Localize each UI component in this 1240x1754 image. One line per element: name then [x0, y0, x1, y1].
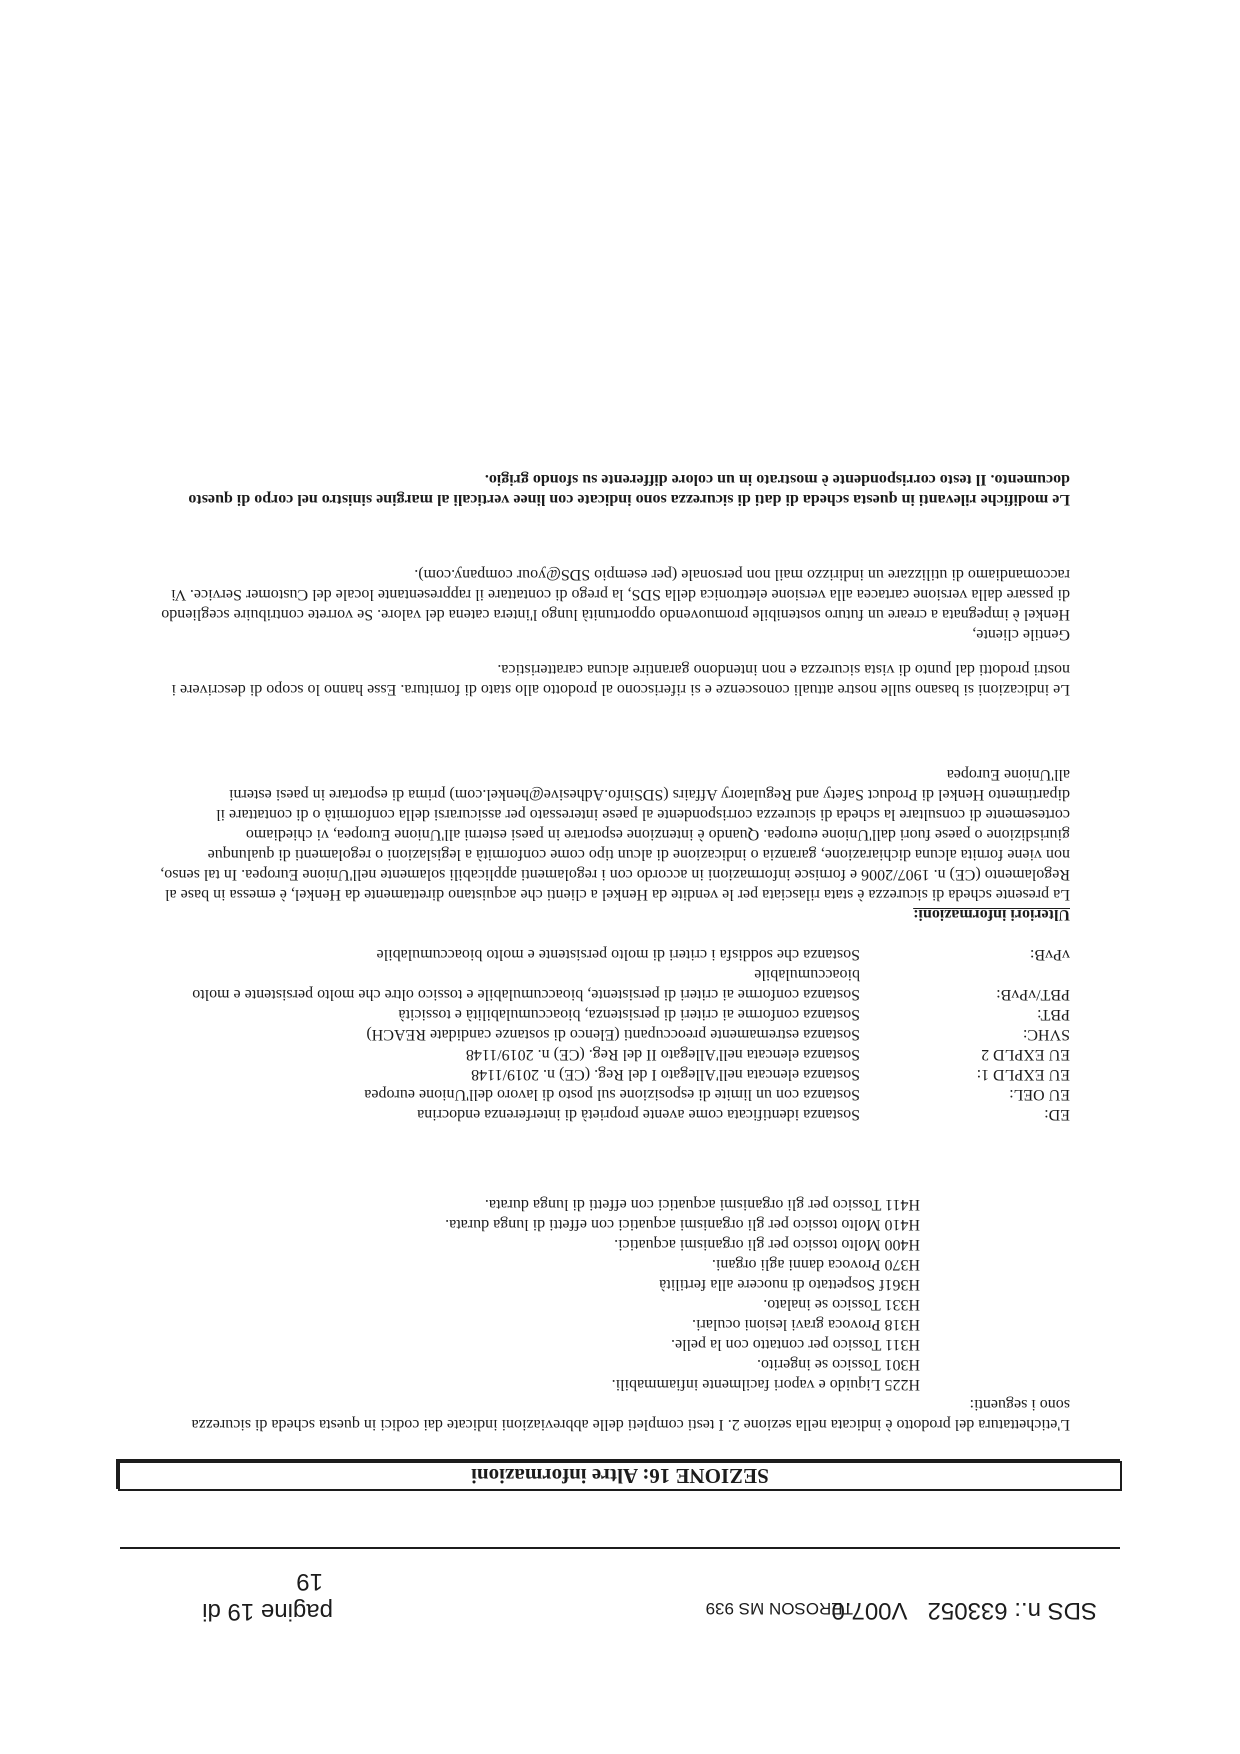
- page-total: 19: [296, 1568, 323, 1595]
- abbreviation-desc: Sostanza estremamente preoccupanti (Elenco di sostanze candidate REACH): [366, 1026, 860, 1043]
- abbreviation-code: EU EXPLD 1:: [976, 1066, 1070, 1083]
- customer-note-paragraph: Henkel è impegnata a creare un futuro sostenibile promuovendo opportunità lungo l'intera catena del valore. Se vorrete contribuire scegliendo di passare dalla versione cartacea alla versione elettronica della SDS, la prego di contattare il rappresentante locale del Customer Service. Vi raccomandiamo di utilizzare un indirizzo mail non personale (per esempio SDS@your company.com).: [161, 566, 1070, 623]
- h-statement: H370 Provoca danni agli organi.: [711, 1256, 920, 1273]
- customer-salutation: Gentile cliente,: [972, 626, 1070, 643]
- h-statement: H318 Provoca gravi lesioni oculari.: [692, 1316, 920, 1333]
- abbreviation-table: [160, 944, 1070, 1124]
- abbreviation-code: EU EXPLD 2: [981, 1046, 1070, 1063]
- section-title: SEZIONE 16: Altre informazioni: [118, 1461, 1122, 1491]
- abbreviation-row: [160, 1064, 1070, 1084]
- h-statement: H411 Tossico per gli organismi acquatici con effetti di lunga durata.: [484, 1196, 920, 1213]
- h-statement: H400 Molto tossico per gli organismi acquatici.: [614, 1236, 920, 1253]
- product-name: TEROSON MS 939: [705, 1599, 853, 1618]
- abbreviation-desc: Sostanza identificata come avente proprietà di interferenza endocrina: [417, 1106, 860, 1123]
- abbreviation-code: PBT:: [1037, 1006, 1070, 1023]
- further-info-paragraph: La presente scheda di sicurezza è stata rilasciata per le vendite da Henkel a clienti che acquistano direttamente da Henkel, è emessa in base al Regolamento (CE) n. 1907/2006 e fornisce informazioni in accordo con i regolamenti applicabili solamente nell'Unione Europea. In tal senso, non viene fornita alcuna dichiarazione, garanzia o indicazione di alcun tipo come conformità a legislazioni o regolamenti di qualunque giurisdizione o paese fuori dall'Unione europea. Quando è intenzione esportare in paesi esterni all'Unione Europea, vi chiediamo cortesemente di consultare la scheda di sicurezza corrispondente al paese interessato per assicurarsi della conformità o di contattare il dipartimento Henkel di Product Safety and Regulatory Affairs (SDSinfo.Adhesive@henkel.com) prima di esportare in paesi esterni all'Unione Europea: [160, 766, 1070, 903]
- abbreviation-desc: Sostanza con un limite di esposizione sul posto di lavoro dell'Unione europea: [364, 1086, 860, 1103]
- abbreviation-desc: Sostanza che soddisfa i criteri di molto persistente e molto bioaccumulabile: [376, 946, 860, 963]
- abbreviation-desc: Sostanza conforme ai criteri di persistenza, bioaccumulabilità e tossicità: [398, 1006, 860, 1023]
- h-statement: H331 Tossico se inalato.: [763, 1296, 920, 1313]
- abbreviation-code: ED:: [1044, 1106, 1070, 1123]
- abbreviation-code: EU OEL:: [1009, 1086, 1070, 1103]
- disclaimer-paragraph: Le indicazioni si basano sulle nostre attuali conoscenze e si riferiscono al prodotto allo stato di fornitura. Esse hanno lo scopo di descrivere i nostri prodotti dal punto di vista sicurezza e non intendono garantire alcuna caratteristica.: [171, 661, 1070, 698]
- page-label: pagine 19 di: [202, 1598, 333, 1625]
- abbreviation-desc: Sostanza elencata nell'Allegato I del Reg. (CE) n. 2019/1148: [471, 1066, 860, 1083]
- abbreviation-desc: Sostanza elencata nell'Allegato II del Reg. (CE) n. 2019/1148: [465, 1046, 860, 1063]
- abbreviation-row: [160, 1024, 1070, 1044]
- h-statement: H225 Liquido e vapori facilmente infiammabili.: [611, 1376, 920, 1393]
- abbreviation-code: PBT/vPvB:: [996, 986, 1070, 1003]
- h-statement: H361f Sospettato di nuocere alla fertilità: [659, 1276, 920, 1293]
- changes-note: Le modifiche rilevanti in questa scheda di dati di sicurezza sono indicate con linee verticali al margine sinistro nel corpo di questo documento. Il testo corrispondente è mostrato in un colore differente su sfondo grigio.: [188, 471, 1070, 508]
- abbreviation-row: [160, 1104, 1070, 1124]
- abbreviation-code: vPvB:: [1029, 946, 1070, 963]
- abbreviation-row: [160, 1044, 1070, 1064]
- abbreviation-row: [160, 1004, 1070, 1024]
- header-divider: [120, 1547, 1120, 1549]
- abbreviation-row: [160, 944, 1070, 964]
- h-statement: H301 Tossico se ingerito.: [756, 1356, 920, 1373]
- abbreviation-code: SVHC:: [1022, 1026, 1070, 1043]
- abbreviation-row: [160, 1084, 1070, 1104]
- page-indicator: [183, 1566, 333, 1626]
- abbreviation-row: [160, 964, 1070, 1004]
- h-statement: H410 Molto tossico per gli organismi acquatici con effetti di lunga durata.: [445, 1216, 920, 1233]
- labelling-intro: L'etichettatura del prodotto è indicata nella sezione 2. I testi completi delle abbreviazioni indicate dai codici in questa scheda di sicurezza sono i seguenti:: [191, 1396, 1070, 1433]
- further-info-heading: Ulteriori informazioni:: [913, 906, 1070, 923]
- h-statement: H311 Tossico per contatto con la pelle.: [670, 1336, 920, 1353]
- sds-number: SDS n.: 633052 V007.0: [831, 1597, 1097, 1624]
- abbreviation-desc: Sostanza conforme ai criteri di persistente, bioaccumulabile e tossico oltre che molto persistente e molto bioaccumulabile: [192, 966, 860, 1003]
- h-statement-list: [445, 1194, 920, 1394]
